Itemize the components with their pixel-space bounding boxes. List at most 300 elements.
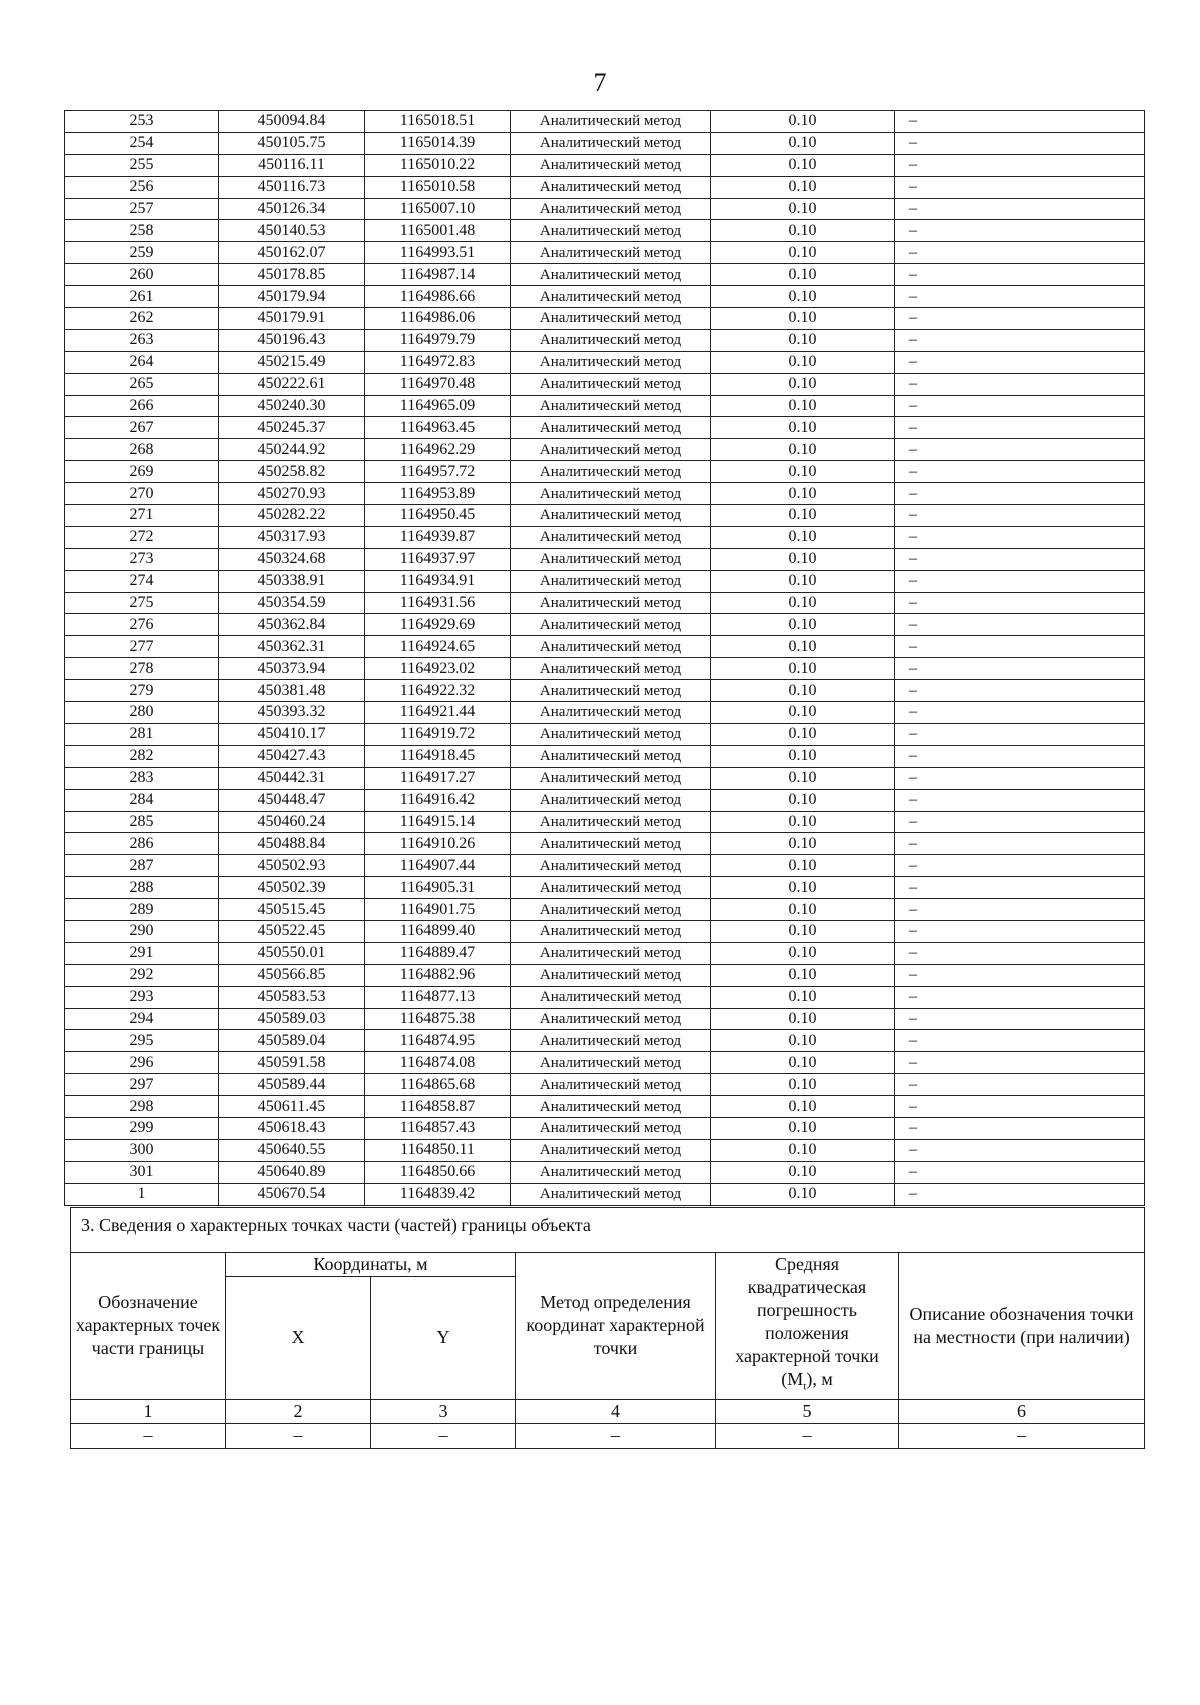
point-number-cell: 262 xyxy=(65,308,219,330)
description-cell: – xyxy=(895,483,1145,505)
point-number-cell: 259 xyxy=(65,242,219,264)
table-row xyxy=(65,329,1145,351)
x-coordinate-cell: 450105.75 xyxy=(219,132,365,154)
point-number-cell: 281 xyxy=(65,723,219,745)
x-coordinate-cell: 450362.31 xyxy=(219,636,365,658)
y-coordinate-cell: 1165010.58 xyxy=(365,176,511,198)
table-row xyxy=(65,111,1145,133)
section3-title: 3. Сведения о характерных точках части (частей) границы объекта xyxy=(71,1208,1145,1243)
description-cell: – xyxy=(895,461,1145,483)
y-coordinate-cell: 1164987.14 xyxy=(365,264,511,286)
accuracy-cell: 0.10 xyxy=(711,417,895,439)
header-designation: Обозначение характерных точек части границы xyxy=(71,1253,226,1400)
table-row xyxy=(65,351,1145,373)
method-cell: Аналитический метод xyxy=(511,505,711,527)
description-cell: – xyxy=(895,505,1145,527)
method-cell: Аналитический метод xyxy=(511,395,711,417)
y-coordinate-cell: 1165010.22 xyxy=(365,154,511,176)
description-cell: – xyxy=(895,920,1145,942)
accuracy-cell: 0.10 xyxy=(711,636,895,658)
section3-cell: – xyxy=(899,1423,1145,1448)
point-number-cell: 256 xyxy=(65,176,219,198)
method-cell: Аналитический метод xyxy=(511,964,711,986)
description-cell: – xyxy=(895,308,1145,330)
description-cell: – xyxy=(895,373,1145,395)
table-row xyxy=(65,439,1145,461)
description-cell: – xyxy=(895,1008,1145,1030)
method-cell: Аналитический метод xyxy=(511,242,711,264)
point-number-cell: 268 xyxy=(65,439,219,461)
method-cell: Аналитический метод xyxy=(511,658,711,680)
y-coordinate-cell: 1165014.39 xyxy=(365,132,511,154)
y-coordinate-cell: 1164901.75 xyxy=(365,899,511,921)
description-cell: – xyxy=(895,702,1145,724)
method-cell: Аналитический метод xyxy=(511,1096,711,1118)
accuracy-cell: 0.10 xyxy=(711,548,895,570)
x-coordinate-cell: 450179.91 xyxy=(219,308,365,330)
point-number-cell: 266 xyxy=(65,395,219,417)
x-coordinate-cell: 450566.85 xyxy=(219,964,365,986)
table-row xyxy=(65,833,1145,855)
point-number-cell: 271 xyxy=(65,505,219,527)
y-coordinate-cell: 1164917.27 xyxy=(365,767,511,789)
method-cell: Аналитический метод xyxy=(511,745,711,767)
header-description: Описание обозначения точки на местности (при наличии) xyxy=(899,1253,1145,1400)
table-row xyxy=(65,461,1145,483)
section3-cell: – xyxy=(516,1423,716,1448)
point-number-cell: 254 xyxy=(65,132,219,154)
table-row xyxy=(65,1074,1145,1096)
x-coordinate-cell: 450258.82 xyxy=(219,461,365,483)
y-coordinate-cell: 1164850.11 xyxy=(365,1139,511,1161)
method-cell: Аналитический метод xyxy=(511,899,711,921)
y-coordinate-cell: 1164965.09 xyxy=(365,395,511,417)
description-cell: – xyxy=(895,789,1145,811)
description-cell: – xyxy=(895,723,1145,745)
point-number-cell: 287 xyxy=(65,855,219,877)
description-cell: – xyxy=(895,767,1145,789)
point-number-cell: 274 xyxy=(65,570,219,592)
x-coordinate-cell: 450244.92 xyxy=(219,439,365,461)
table-row xyxy=(65,220,1145,242)
y-coordinate-cell: 1164882.96 xyxy=(365,964,511,986)
accuracy-cell: 0.10 xyxy=(711,723,895,745)
accuracy-cell: 0.10 xyxy=(711,1096,895,1118)
point-number-cell: 279 xyxy=(65,680,219,702)
accuracy-cell: 0.10 xyxy=(711,899,895,921)
y-coordinate-cell: 1164934.91 xyxy=(365,570,511,592)
table-row xyxy=(65,286,1145,308)
table-row xyxy=(65,176,1145,198)
header-y: Y xyxy=(371,1277,516,1400)
col-num-3: 3 xyxy=(371,1399,516,1423)
y-coordinate-cell: 1165007.10 xyxy=(365,198,511,220)
x-coordinate-cell: 450215.49 xyxy=(219,351,365,373)
accuracy-cell: 0.10 xyxy=(711,176,895,198)
table-row xyxy=(65,1161,1145,1183)
table-row xyxy=(65,1030,1145,1052)
description-cell: – xyxy=(895,614,1145,636)
table-row xyxy=(65,767,1145,789)
description-cell: – xyxy=(895,899,1145,921)
description-cell: – xyxy=(895,636,1145,658)
accuracy-cell: 0.10 xyxy=(711,767,895,789)
description-cell: – xyxy=(895,1096,1145,1118)
accuracy-cell: 0.10 xyxy=(711,833,895,855)
col-num-2: 2 xyxy=(226,1399,371,1423)
description-cell: – xyxy=(895,1030,1145,1052)
col-num-6: 6 xyxy=(899,1399,1145,1423)
table-row xyxy=(65,1139,1145,1161)
table-row xyxy=(65,570,1145,592)
point-number-cell: 272 xyxy=(65,526,219,548)
table-row xyxy=(65,373,1145,395)
description-cell: – xyxy=(895,132,1145,154)
description-cell: – xyxy=(895,526,1145,548)
description-cell: – xyxy=(895,986,1145,1008)
table-row xyxy=(65,942,1145,964)
header-coords-group: Координаты, м xyxy=(226,1253,516,1277)
method-cell: Аналитический метод xyxy=(511,176,711,198)
col-num-5: 5 xyxy=(716,1399,899,1423)
method-cell: Аналитический метод xyxy=(511,1139,711,1161)
description-cell: – xyxy=(895,329,1145,351)
description-cell: – xyxy=(895,1074,1145,1096)
x-coordinate-cell: 450427.43 xyxy=(219,745,365,767)
description-cell: – xyxy=(895,176,1145,198)
y-coordinate-cell: 1164939.87 xyxy=(365,526,511,548)
description-cell: – xyxy=(895,154,1145,176)
point-number-cell: 265 xyxy=(65,373,219,395)
description-cell: – xyxy=(895,1139,1145,1161)
x-coordinate-cell: 450381.48 xyxy=(219,680,365,702)
method-cell: Аналитический метод xyxy=(511,308,711,330)
point-number-cell: 1 xyxy=(65,1183,219,1205)
description-cell: – xyxy=(895,877,1145,899)
description-cell: – xyxy=(895,198,1145,220)
table-row xyxy=(65,745,1145,767)
accuracy-cell: 0.10 xyxy=(711,220,895,242)
x-coordinate-cell: 450178.85 xyxy=(219,264,365,286)
accuracy-cell: 0.10 xyxy=(711,745,895,767)
accuracy-cell: 0.10 xyxy=(711,811,895,833)
x-coordinate-cell: 450442.31 xyxy=(219,767,365,789)
y-coordinate-cell: 1165001.48 xyxy=(365,220,511,242)
description-cell: – xyxy=(895,1161,1145,1183)
y-coordinate-cell: 1164993.51 xyxy=(365,242,511,264)
method-cell: Аналитический метод xyxy=(511,920,711,942)
x-coordinate-cell: 450488.84 xyxy=(219,833,365,855)
method-cell: Аналитический метод xyxy=(511,439,711,461)
y-coordinate-cell: 1164957.72 xyxy=(365,461,511,483)
method-cell: Аналитический метод xyxy=(511,767,711,789)
table-row xyxy=(65,702,1145,724)
x-coordinate-cell: 450245.37 xyxy=(219,417,365,439)
accuracy-cell: 0.10 xyxy=(711,373,895,395)
accuracy-cell: 0.10 xyxy=(711,920,895,942)
accuracy-cell: 0.10 xyxy=(711,461,895,483)
point-number-cell: 275 xyxy=(65,592,219,614)
accuracy-cell: 0.10 xyxy=(711,614,895,636)
table-row xyxy=(65,395,1145,417)
table-row xyxy=(65,1183,1145,1205)
method-cell: Аналитический метод xyxy=(511,198,711,220)
x-coordinate-cell: 450240.30 xyxy=(219,395,365,417)
method-cell: Аналитический метод xyxy=(511,483,711,505)
y-coordinate-cell: 1164937.97 xyxy=(365,548,511,570)
table-row xyxy=(65,505,1145,527)
accuracy-cell: 0.10 xyxy=(711,1052,895,1074)
table-row xyxy=(65,483,1145,505)
method-cell: Аналитический метод xyxy=(511,855,711,877)
table-row xyxy=(65,198,1145,220)
method-cell: Аналитический метод xyxy=(511,986,711,1008)
point-number-cell: 261 xyxy=(65,286,219,308)
method-cell: Аналитический метод xyxy=(511,877,711,899)
accuracy-cell: 0.10 xyxy=(711,132,895,154)
point-number-cell: 283 xyxy=(65,767,219,789)
x-coordinate-cell: 450270.93 xyxy=(219,483,365,505)
table-row xyxy=(65,680,1145,702)
point-number-cell: 284 xyxy=(65,789,219,811)
method-cell: Аналитический метод xyxy=(511,636,711,658)
table-row xyxy=(65,964,1145,986)
table-row xyxy=(65,920,1145,942)
x-coordinate-cell: 450126.34 xyxy=(219,198,365,220)
accuracy-cell: 0.10 xyxy=(711,964,895,986)
accuracy-cell: 0.10 xyxy=(711,1161,895,1183)
accuracy-cell: 0.10 xyxy=(711,395,895,417)
description-cell: – xyxy=(895,570,1145,592)
y-coordinate-cell: 1164877.13 xyxy=(365,986,511,1008)
table-row xyxy=(65,308,1145,330)
point-number-cell: 286 xyxy=(65,833,219,855)
accuracy-cell: 0.10 xyxy=(711,1117,895,1139)
point-number-cell: 291 xyxy=(65,942,219,964)
table-row xyxy=(65,242,1145,264)
point-number-cell: 277 xyxy=(65,636,219,658)
point-number-cell: 289 xyxy=(65,899,219,921)
y-coordinate-cell: 1164929.69 xyxy=(365,614,511,636)
method-cell: Аналитический метод xyxy=(511,1117,711,1139)
accuracy-cell: 0.10 xyxy=(711,789,895,811)
y-coordinate-cell: 1164950.45 xyxy=(365,505,511,527)
y-coordinate-cell: 1164858.87 xyxy=(365,1096,511,1118)
section3-cell: – xyxy=(716,1423,899,1448)
x-coordinate-cell: 450116.11 xyxy=(219,154,365,176)
method-cell: Аналитический метод xyxy=(511,461,711,483)
x-coordinate-cell: 450640.89 xyxy=(219,1161,365,1183)
description-cell: – xyxy=(895,351,1145,373)
y-coordinate-cell: 1164972.83 xyxy=(365,351,511,373)
description-cell: – xyxy=(895,855,1145,877)
table-row xyxy=(65,855,1145,877)
description-cell: – xyxy=(895,264,1145,286)
x-coordinate-cell: 450094.84 xyxy=(219,111,365,133)
method-cell: Аналитический метод xyxy=(511,592,711,614)
accuracy-cell: 0.10 xyxy=(711,198,895,220)
y-coordinate-cell: 1164916.42 xyxy=(365,789,511,811)
x-coordinate-cell: 450116.73 xyxy=(219,176,365,198)
table-row xyxy=(65,548,1145,570)
x-coordinate-cell: 450362.84 xyxy=(219,614,365,636)
point-number-cell: 255 xyxy=(65,154,219,176)
method-cell: Аналитический метод xyxy=(511,548,711,570)
point-number-cell: 257 xyxy=(65,198,219,220)
accuracy-cell: 0.10 xyxy=(711,1074,895,1096)
x-coordinate-cell: 450640.55 xyxy=(219,1139,365,1161)
x-coordinate-cell: 450222.61 xyxy=(219,373,365,395)
method-cell: Аналитический метод xyxy=(511,680,711,702)
y-coordinate-cell: 1164910.26 xyxy=(365,833,511,855)
table-row xyxy=(65,658,1145,680)
y-coordinate-cell: 1164921.44 xyxy=(365,702,511,724)
table-row xyxy=(65,1052,1145,1074)
coordinates-table xyxy=(64,110,1145,1206)
point-number-cell: 260 xyxy=(65,264,219,286)
header-accuracy xyxy=(716,1253,899,1400)
accuracy-cell: 0.10 xyxy=(711,658,895,680)
y-coordinate-cell: 1164970.48 xyxy=(365,373,511,395)
point-number-cell: 276 xyxy=(65,614,219,636)
x-coordinate-cell: 450583.53 xyxy=(219,986,365,1008)
table-row xyxy=(65,899,1145,921)
description-cell: – xyxy=(895,833,1145,855)
point-number-cell: 280 xyxy=(65,702,219,724)
point-number-cell: 299 xyxy=(65,1117,219,1139)
accuracy-cell: 0.10 xyxy=(711,111,895,133)
accuracy-cell: 0.10 xyxy=(711,286,895,308)
y-coordinate-cell: 1164919.72 xyxy=(365,723,511,745)
method-cell: Аналитический метод xyxy=(511,614,711,636)
table-row xyxy=(65,1117,1145,1139)
method-cell: Аналитический метод xyxy=(511,220,711,242)
description-cell: – xyxy=(895,658,1145,680)
accuracy-cell: 0.10 xyxy=(711,308,895,330)
accuracy-cell: 0.10 xyxy=(711,329,895,351)
header-x: X xyxy=(226,1277,371,1400)
x-coordinate-cell: 450140.53 xyxy=(219,220,365,242)
y-coordinate-cell: 1164905.31 xyxy=(365,877,511,899)
y-coordinate-cell: 1164907.44 xyxy=(365,855,511,877)
table-row xyxy=(65,417,1145,439)
description-cell: – xyxy=(895,964,1145,986)
point-number-cell: 285 xyxy=(65,811,219,833)
x-coordinate-cell: 450317.93 xyxy=(219,526,365,548)
point-number-cell: 270 xyxy=(65,483,219,505)
method-cell: Аналитический метод xyxy=(511,264,711,286)
x-coordinate-cell: 450196.43 xyxy=(219,329,365,351)
method-cell: Аналитический метод xyxy=(511,1008,711,1030)
table-row xyxy=(65,877,1145,899)
point-number-cell: 288 xyxy=(65,877,219,899)
point-number-cell: 293 xyxy=(65,986,219,1008)
description-cell: – xyxy=(895,417,1145,439)
method-cell: Аналитический метод xyxy=(511,723,711,745)
method-cell: Аналитический метод xyxy=(511,526,711,548)
x-coordinate-cell: 450448.47 xyxy=(219,789,365,811)
description-cell: – xyxy=(895,1117,1145,1139)
y-coordinate-cell: 1164924.65 xyxy=(365,636,511,658)
method-cell: Аналитический метод xyxy=(511,111,711,133)
point-number-cell: 292 xyxy=(65,964,219,986)
description-cell: – xyxy=(895,286,1145,308)
accuracy-cell: 0.10 xyxy=(711,702,895,724)
header-accuracy-text: Средняя квадратическая погрешность положения характерной точки (M xyxy=(735,1254,879,1389)
method-cell: Аналитический метод xyxy=(511,417,711,439)
method-cell: Аналитический метод xyxy=(511,789,711,811)
y-coordinate-cell: 1164865.68 xyxy=(365,1074,511,1096)
accuracy-cell: 0.10 xyxy=(711,1139,895,1161)
y-coordinate-cell: 1164889.47 xyxy=(365,942,511,964)
accuracy-cell: 0.10 xyxy=(711,855,895,877)
y-coordinate-cell: 1164979.79 xyxy=(365,329,511,351)
y-coordinate-cell: 1164986.66 xyxy=(365,286,511,308)
description-cell: – xyxy=(895,111,1145,133)
description-cell: – xyxy=(895,811,1145,833)
accuracy-cell: 0.10 xyxy=(711,570,895,592)
header-accuracy-sub: t xyxy=(803,1380,807,1393)
accuracy-cell: 0.10 xyxy=(711,439,895,461)
y-coordinate-cell: 1164899.40 xyxy=(365,920,511,942)
method-cell: Аналитический метод xyxy=(511,351,711,373)
table-row xyxy=(65,154,1145,176)
point-number-cell: 296 xyxy=(65,1052,219,1074)
x-coordinate-cell: 450460.24 xyxy=(219,811,365,833)
table-row xyxy=(65,614,1145,636)
table-row xyxy=(65,1096,1145,1118)
x-coordinate-cell: 450162.07 xyxy=(219,242,365,264)
method-cell: Аналитический метод xyxy=(511,1074,711,1096)
method-cell: Аналитический метод xyxy=(511,1183,711,1205)
x-coordinate-cell: 450591.58 xyxy=(219,1052,365,1074)
table-row xyxy=(65,986,1145,1008)
x-coordinate-cell: 450670.54 xyxy=(219,1183,365,1205)
point-number-cell: 263 xyxy=(65,329,219,351)
method-cell: Аналитический метод xyxy=(511,286,711,308)
description-cell: – xyxy=(895,220,1145,242)
y-coordinate-cell: 1164923.02 xyxy=(365,658,511,680)
point-number-cell: 294 xyxy=(65,1008,219,1030)
point-number-cell: 264 xyxy=(65,351,219,373)
y-coordinate-cell: 1165018.51 xyxy=(365,111,511,133)
x-coordinate-cell: 450324.68 xyxy=(219,548,365,570)
description-cell: – xyxy=(895,1183,1145,1205)
description-cell: – xyxy=(895,548,1145,570)
accuracy-cell: 0.10 xyxy=(711,986,895,1008)
description-cell: – xyxy=(895,1052,1145,1074)
accuracy-cell: 0.10 xyxy=(711,877,895,899)
accuracy-cell: 0.10 xyxy=(711,592,895,614)
x-coordinate-cell: 450550.01 xyxy=(219,942,365,964)
accuracy-cell: 0.10 xyxy=(711,154,895,176)
method-cell: Аналитический метод xyxy=(511,702,711,724)
table-row xyxy=(65,526,1145,548)
method-cell: Аналитический метод xyxy=(511,811,711,833)
description-cell: – xyxy=(895,592,1145,614)
col-num-1: 1 xyxy=(71,1399,226,1423)
point-number-cell: 298 xyxy=(65,1096,219,1118)
point-number-cell: 301 xyxy=(65,1161,219,1183)
accuracy-cell: 0.10 xyxy=(711,264,895,286)
x-coordinate-cell: 450410.17 xyxy=(219,723,365,745)
y-coordinate-cell: 1164874.08 xyxy=(365,1052,511,1074)
x-coordinate-cell: 450502.93 xyxy=(219,855,365,877)
accuracy-cell: 0.10 xyxy=(711,942,895,964)
description-cell: – xyxy=(895,242,1145,264)
y-coordinate-cell: 1164857.43 xyxy=(365,1117,511,1139)
point-number-cell: 278 xyxy=(65,658,219,680)
